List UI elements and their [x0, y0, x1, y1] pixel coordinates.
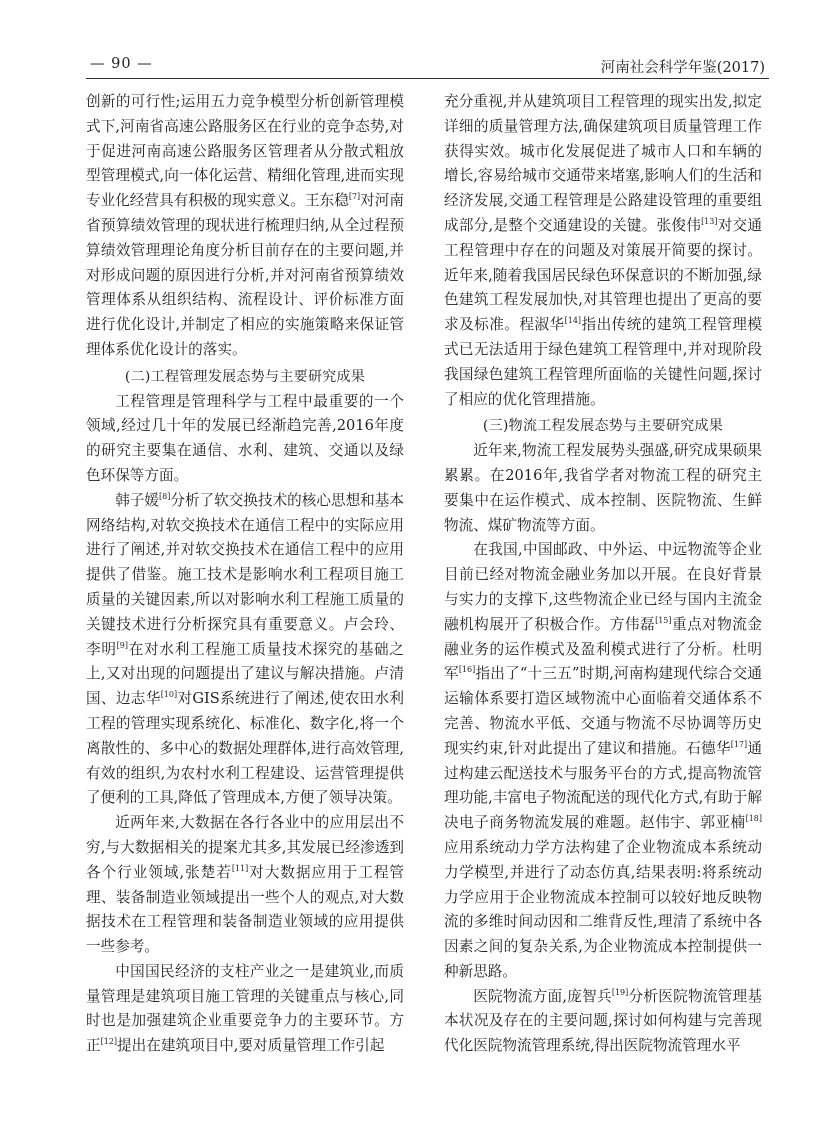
journal-title: 河南社会科学年鉴(2017) — [600, 60, 765, 76]
text-run: 应用系统动力学方法构建了企业物流成本系统动力学模型,并进行了动态仿真,结果表明:将系统动力学应用于企业物流成本控制可以较好地反映物流的多维时间动因和二维背反性,理清了系统中各因素之间的复杂关系,为企业物流成本控制提供一种新思路。 — [444, 838, 762, 980]
citation: [15] — [655, 615, 672, 625]
citation: [19] — [611, 987, 629, 997]
text-run: 在对水利工程施工质量技术探究的基础之上,又对出现的问题提出了建议与解决措施。卢清国、边志华 — [86, 640, 404, 708]
text-run: 充分重视,并从建筑项目工程管理的现实出发,拟定详细的质量管理方法,确保建筑项目质量管理工作获得实效。城市化发展促进了城市人口和车辆的增长,容易给城市交通带来堵塞,影响人们的生活和经济发展,交通工程管理是公路建设管理的重要组成部分,是整个交通建设的关键。张俊伟 — [444, 93, 762, 234]
citation: [12] — [100, 1037, 118, 1047]
text-run: 创新的可行性;运用五力竞争模型分析创新管理模式下,河南省高速公路服务区在行业的竞争态势,对于促进河南高速公路服务区管理者从分散式粗放型管理模式,向一体化运营、精细化管理,进而实现专业化经营具有积极的现实意义。王东稳 — [86, 93, 404, 210]
text-run: 指出传统的建筑工程管理模式已无法适用于绿色建筑工程管理中,并对现阶段我国绿色建筑工程管理所面临的关键性问题,探讨了相应的优化管理措施。 — [444, 316, 762, 408]
citation: [7] — [348, 192, 361, 202]
text-run: 指出了“十三五”时期,河南构建现代综合交通运输体系要打造区域物流中心面临着交通体系不完善、物流水平低、交通与物流不尽协调等历史现实约束,针对此提出了建议和措施。石德华 — [444, 665, 762, 757]
paragraph — [444, 538, 762, 984]
paragraph — [86, 489, 404, 811]
left-column — [86, 90, 404, 1059]
text-run: 中国国民经济的支柱产业之一是建筑业,而质量管理是建筑项目施工管理的关键重点与核心,同时也是加强建筑企业重要竞争力的主要环节。方正 — [86, 962, 404, 1055]
citation: [16] — [458, 665, 476, 675]
paragraph — [86, 90, 404, 363]
text-run: 在我国,中国邮政、中外运、中远物流等企业目前已经对物流金融业务加以开展。在良好背景与实力的支撑下,这些物流企业已经与国内主流金融机构展开了积极合作。方伟磊 — [444, 541, 762, 633]
text-run: 提出在建筑项目中,要对质量管理工作引起 — [117, 1037, 385, 1055]
text-run: 通过构建云配送技术与服务平台的方式,提高物流管理功能,丰富电子物流配送的现代化方式,有助于解决电子商务物流发展的难题。赵伟宇、郭亚楠 — [444, 739, 762, 832]
text-run: 重点对物流金融业务的运作模式及盈利模式进行了分析。杜明军 — [444, 615, 762, 683]
citation: [11] — [231, 863, 249, 873]
citation: [10] — [160, 690, 178, 700]
text-run: 近两年来,大数据在各行各业中的应用层出不穷,与大数据相关的提案尤其多,其发展已经渗透到各个行业领域,张楚若 — [86, 814, 404, 881]
paragraph — [444, 90, 762, 412]
text-run: 医院物流方面,庞智兵 — [473, 987, 612, 1005]
citation: [14] — [564, 316, 582, 326]
text-run: 分析了软交换技术的核心思想和基本网络结构,对软交换技术在通信工程中的实际应用进行了阐述,并对软交换技术在通信工程中的应用提供了借鉴。施工技术是影响水利工程项目施工质量的关键因素,所以对影响水利工程施工质量的关键技术进行分析探究具有重要意义。卢会玲、李明 — [86, 491, 404, 658]
right-column — [444, 90, 762, 1059]
page-number: — 90 — — [90, 56, 153, 72]
paragraph — [86, 811, 404, 960]
section-heading: (二)工程管理发展态势与主要研究成果 — [124, 368, 366, 385]
text-run: 分析医院物流管理基本状况及存在的主要问题,探讨如何构建与完善现代化医院物流管理系统,得出医院物流管理水平 — [444, 987, 762, 1055]
text-run: 对GIS系统进行了阐述,使农田水利工程的管理实现系统化、标准化、数字化,将一个离散性的、多中心的数据处理群体,进行高效管理,有效的组织,为农村水利工程建设、运营管理提供了便利的工具,降低了管理成本,方便了领导决策。 — [86, 690, 404, 807]
citation: [13] — [701, 217, 718, 227]
text-run: 对河南省预算绩效管理的现状进行梳理归纳,从全过程预算绩效管理理论角度分析目前存在的主要问题,并对形成问题的原因进行分析,并对河南省预算绩效管理体系从组织结构、流程设计、评价标准方面进行优化设计,并制定了相应的实施策略来保证管理体系优化设计的落实。 — [86, 192, 404, 358]
text-run: 对交通工程管理中存在的问题及对策展开简要的探讨。近年来,随着我国居民绿色环保意识的不断加强,绿色建筑工程发展加快,对其管理也提出了更高的要求及标准。程淑华 — [444, 216, 762, 334]
section-heading: (三)物流工程发展态势与主要研究成果 — [482, 418, 724, 435]
running-header — [86, 52, 769, 79]
text-run: 对大数据应用于工程管理、装备制造业领域提出一些个人的观点,对大数据技术在工程管理和装备制造业领域的应用提供一些参考。 — [86, 863, 404, 956]
paragraph — [86, 960, 404, 1059]
citation: [8] — [159, 491, 171, 501]
citation: [17] — [730, 739, 748, 749]
citation: [18] — [745, 814, 762, 824]
paragraph: 近年来,物流工程发展势头强盛,研究成果硕果累累。在2016年,我省学者对物流工程的研究主要集中在运作模式、成本控制、医院物流、生鲜物流、煤矿物流等方面。 — [444, 442, 762, 534]
paragraph — [444, 985, 762, 1059]
citation: [9] — [116, 640, 129, 650]
text-run: 韩子媛 — [115, 491, 159, 509]
paragraph: 工程管理是管理科学与工程中最重要的一个领域,经过几十年的发展已经渐趋完善,2016年度的研究主要集在通信、水利、建筑、交通以及绿色环保等方面。 — [86, 392, 404, 484]
